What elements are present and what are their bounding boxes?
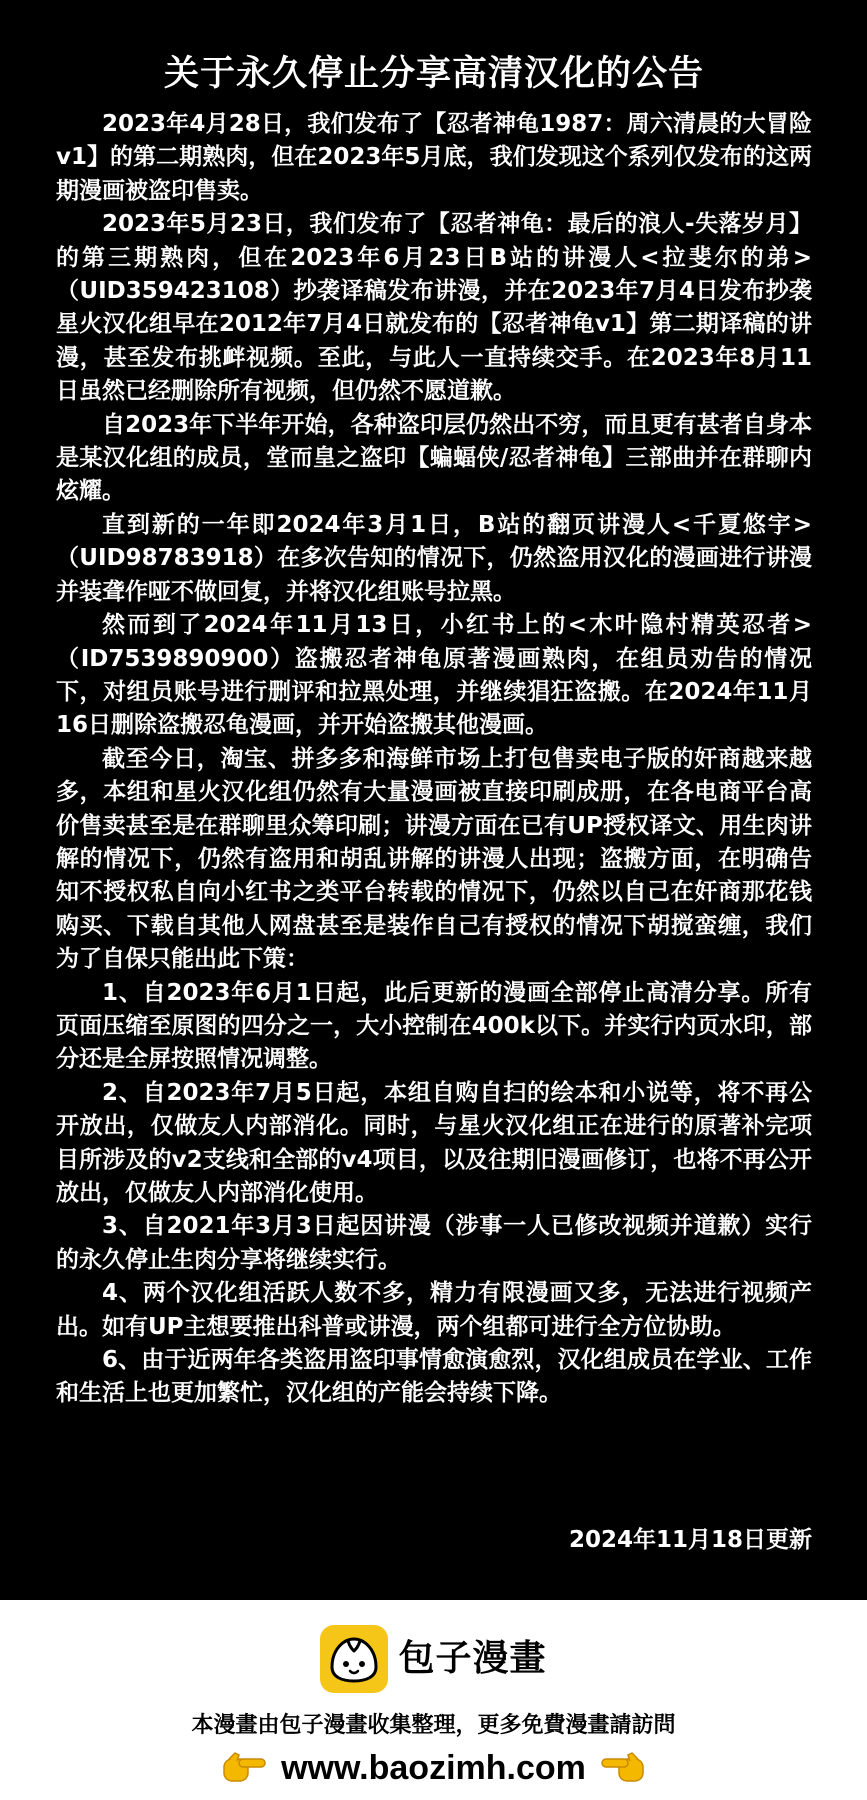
announcement-list-item: 4、两个汉化组活跃人数不多，精力有限漫画又多，无法进行视频产出。如有UP主想要推出科普或讲漫，两个组都可进行全方位协助。 [56,1280,812,1340]
announcement-list-item: 2、自2023年7月5日起，本组自购自扫的绘本和小说等，将不再公开放出，仅做友人内部消化。同时，与星火汉化组正在进行的原著补完项目所涉及的v2支线和全部的v4项目，以及往期旧漫画修订，也将不再公开放出，仅做友人内部消化使用。 [56,1079,812,1206]
brand[interactable] [0,1624,867,1694]
announcement-paragraph: 2023年5月23日，我们发布了【忍者神龟：最后的浪人-失落岁月】的第三期熟肉，但在2023年6月23日B站的讲漫人<拉斐尔的弟>（UID359423108）抄袭译稿发布讲漫，并在2023年7月4日发布抄袭星火汉化组早在2012年7月4日就发布的【忍者神龟v1】第二期译稿的讲漫，甚至发布挑衅视频。至此，与此人一直持续交手。在2023年8月11日虽然已经删除所有视频，但仍然不愿道歉。 [56,211,812,405]
announcement-paragraph: 2023年4月28日，我们发布了【忍者神龟1987：周六清晨的大冒险v1】的第二期熟肉，但在2023年5月底，我们发现这个系列仅发布的这两期漫画被盗印售卖。 [56,111,812,204]
brand-name: 包子漫畫 [398,1638,547,1679]
announcement-list-item: 1、自2023年6月1日起，此后更新的漫画全部停止高清分享。所有页面压缩至原图的四分之一，大小控制在400k以下。并实行内页水印，部分还是全屏按照情况调整。 [56,979,812,1073]
baozi-bun-icon [320,1625,388,1693]
announcement-paragraph: 直到新的一年即2024年3月1日，B站的翻页讲漫人<千夏悠宇>（UID98783918）在多次告知的情况下，仍然盗用汉化的漫画进行讲漫并装聋作哑不做回复，并将汉化组账号拉黑。 [56,511,812,605]
site-url-link[interactable]: www.baozimh.com [281,1749,586,1787]
announcement-list-item: 3、自2021年3月3日起因讲漫（涉事一人已修改视频并道歉）实行的永久停止生肉分享将继续实行。 [56,1213,812,1273]
announcement-paragraph: 截至今日，淘宝、拼多多和海鲜市场上打包售卖电子版的奸商越来越多，本组和星火汉化组仍然有大量漫画被直接印刷成册，在各电商平台高价售卖甚至是在群聊里众筹印刷；讲漫方面在已有UP授权译文、用生肉讲解的情况下，仍然有盗用和胡乱讲解的讲漫人出现；盗搬方面，在明确告知不授权私自向小红书之类平台转载的情况下，仍然以自己在奸商那花钱购买、下载自其他人网盘甚至是装作自己有授权的情况下胡搅蛮缠，我们为了自保只能出此下策： [56,745,812,973]
update-date: 2024年11月18日更新 [568,1527,812,1553]
announcement-paragraph: 自2023年下半年开始，各种盗印层仍然出不穷，而且更有甚者自身本是某汉化组的成员，堂而皇之盗印【蝙蝠侠/忍者神龟】三部曲并在群聊内炫耀。 [56,411,812,505]
announcement-title: 关于永久停止分享高清汉化的公告 [163,54,704,94]
pointing-left-hand-icon [600,1751,646,1785]
announcement-list-item: 6、由于近两年各类盗用盗印事情愈演愈烈，汉化组成员在学业、工作和生活上也更加繁忙，汉化组的产能会持续下降。 [56,1347,812,1407]
announcement-body [56,108,812,1411]
pointing-right-hand-icon [221,1751,267,1785]
site-footer [0,1600,867,1800]
footer-note: 本漫畫由包子漫畫收集整理，更多免費漫畫請訪問 [191,1713,676,1738]
announcement-paragraph: 然而到了2024年11月13日，小红书上的<木叶隐村精英忍者>（ID7539890900）盗搬忍者神龟原著漫画熟肉，在组员劝告的情况下，对组员账号进行删评和拉黑处理，并继续猖狂盗搬。在2024年11月16日删除盗搬忍龟漫画，并开始盗搬其他漫画。 [56,612,812,739]
footer-url-row [0,1746,867,1790]
